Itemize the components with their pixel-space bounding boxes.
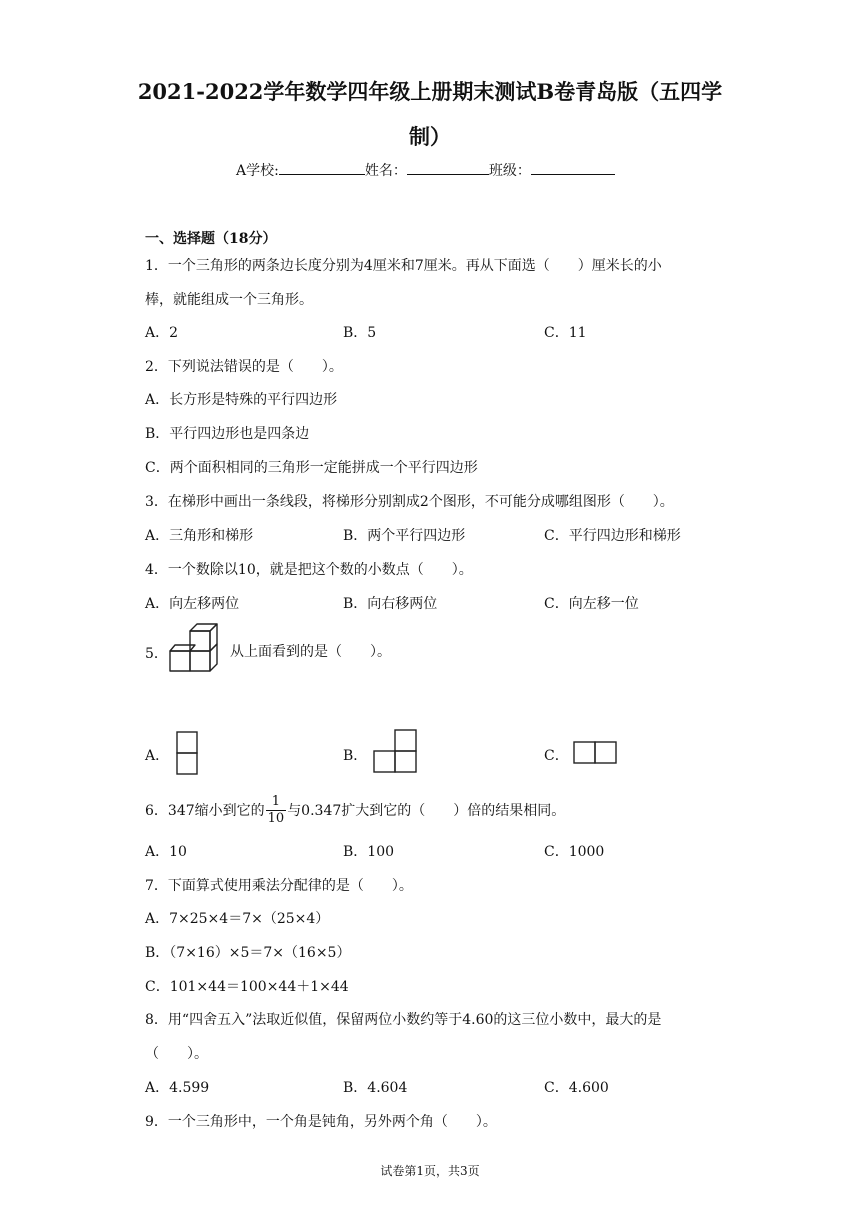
q6-option-a[interactable]: A．10 — [145, 844, 187, 860]
cube-stack-figure — [166, 622, 218, 678]
student-info-line — [236, 160, 615, 180]
q4-option-c[interactable]: C．向左移一位 — [544, 596, 639, 612]
q3-option-a[interactable]: A．三角形和梯形 — [145, 528, 254, 544]
q8-option-c[interactable]: C．4.600 — [544, 1080, 609, 1096]
q1-option-c[interactable]: C．11 — [544, 325, 587, 341]
q6-stem-part1: 6．347缩小到它的 — [145, 803, 265, 819]
q3-option-b[interactable]: B．两个平行四边形 — [343, 528, 466, 544]
question-2-stem: 2．下列说法错误的是（ ）。 — [145, 359, 343, 375]
q8-option-b[interactable]: B．4.604 — [343, 1080, 408, 1096]
q4-option-a[interactable]: A．向左移两位 — [145, 596, 240, 612]
question-4-stem: 4．一个数除以10，就是把这个数的小数点（ ）。 — [145, 562, 473, 578]
q4-option-b[interactable]: B．向右移两位 — [343, 596, 438, 612]
q5-option-a-figure[interactable] — [176, 731, 198, 775]
q7-option-b[interactable]: B．（7×16）×5＝7×（16×5） — [145, 945, 351, 961]
q6-stem-part2: 与0.347扩大到它的（ ）倍的结果相同。 — [287, 803, 566, 819]
fraction-one-tenth — [266, 794, 287, 827]
question-3-stem: 3．在梯形中画出一条线段，将梯形分别割成2个图形，不可能分成哪组图形（ ）。 — [145, 494, 674, 510]
q5-option-c-figure[interactable] — [573, 741, 617, 765]
page-title-line2: 制） — [409, 124, 451, 149]
class-blank[interactable] — [531, 160, 615, 175]
q5-option-c-label[interactable]: C． — [544, 748, 569, 764]
class-label: 班级： — [488, 163, 531, 179]
q7-option-a[interactable]: A．7×25×4＝7×（25×4） — [145, 911, 330, 927]
fraction-numerator: 1 — [266, 794, 287, 811]
q6-option-c[interactable]: C．1000 — [544, 844, 605, 860]
fraction-denominator: 10 — [267, 810, 285, 826]
q5-option-b-figure[interactable] — [373, 729, 417, 773]
question-9-stem: 9．一个三角形中，一个角是钝角，另外两个角（ ）。 — [145, 1114, 497, 1130]
question-7-stem: 7．下面算式使用乘法分配律的是（ ）。 — [145, 878, 413, 894]
q7-option-c[interactable]: C．101×44＝100×44＋1×44 — [145, 979, 349, 995]
q6-option-b[interactable]: B．100 — [343, 844, 395, 860]
question-5-stem: 从上面看到的是（ ）。 — [230, 644, 391, 660]
q8-option-a[interactable]: A．4.599 — [145, 1080, 210, 1096]
school-label: A学校: — [236, 163, 279, 179]
q1-option-b[interactable]: B．5 — [343, 325, 377, 341]
question-1-stem-cont: 棒，就能组成一个三角形。 — [145, 292, 313, 308]
question-1-stem: 1．一个三角形的两条边长度分别为4厘米和7厘米。再从下面选（ ）厘米长的小 — [145, 258, 662, 274]
q2-option-b[interactable]: B．平行四边形也是四条边 — [145, 426, 310, 442]
page-footer: 试卷第1页，共3页 — [380, 1164, 480, 1178]
q2-option-c[interactable]: C．两个面积相同的三角形一定能拼成一个平行四边形 — [145, 460, 478, 476]
q5-option-a-label[interactable]: A． — [145, 748, 170, 764]
question-5-number: 5． — [145, 646, 168, 662]
question-8-stem: 8．用“四舍五入”法取近似值，保留两位小数约等于4.60的这三位小数中，最大的是 — [145, 1012, 662, 1028]
q5-option-b-label[interactable]: B． — [343, 748, 368, 764]
q1-option-a[interactable]: A．2 — [145, 325, 179, 341]
q2-option-a[interactable]: A．长方形是特殊的平行四边形 — [145, 392, 338, 408]
section-heading: 一、选择题（18分） — [145, 231, 277, 247]
school-blank[interactable] — [279, 160, 365, 175]
name-label: 姓名： — [364, 163, 407, 179]
question-8-stem-cont: （ ）。 — [145, 1046, 208, 1062]
question-6-stem — [145, 790, 565, 830]
page-title-line1: 2021-2022学年数学四年级上册期末测试B卷青岛版（五四学 — [137, 79, 723, 104]
name-blank[interactable] — [407, 160, 489, 175]
q3-option-c[interactable]: C．平行四边形和梯形 — [544, 528, 681, 544]
